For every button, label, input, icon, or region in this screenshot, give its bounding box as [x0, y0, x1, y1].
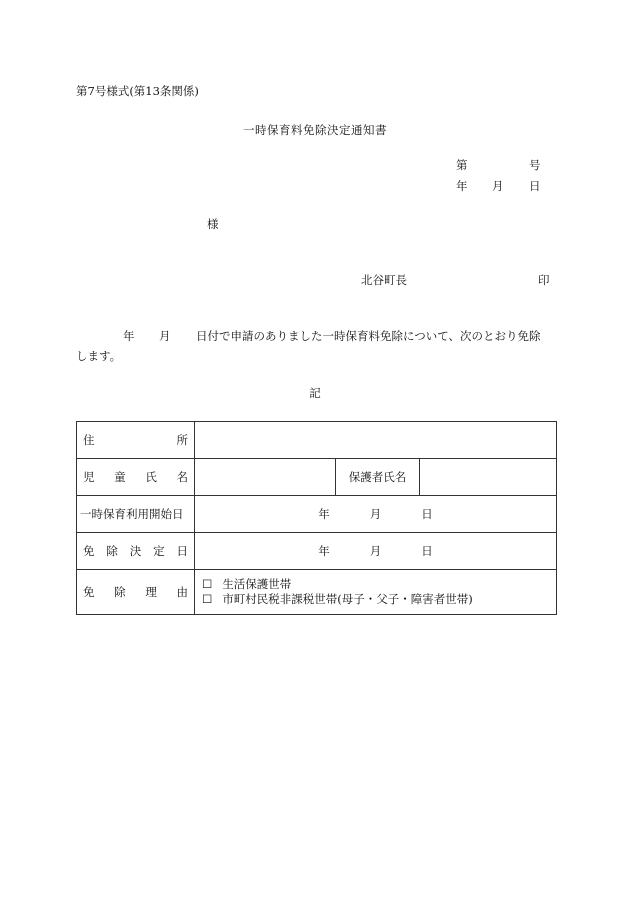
date-year: 年: [318, 507, 330, 521]
body-line-2: します。: [76, 349, 122, 363]
label-char: 除: [106, 544, 118, 558]
doc-number-prefix: 第: [456, 158, 468, 172]
label-reason: [77, 570, 195, 615]
label-guardian-name: 保護者氏名: [336, 459, 420, 496]
label-char: 理: [145, 585, 157, 599]
ki-heading: 記: [309, 386, 321, 400]
label-char: 由: [176, 585, 188, 599]
start-date-value[interactable]: [195, 496, 557, 533]
addressee-honorific: 様: [207, 217, 219, 231]
label-char: 決: [129, 544, 142, 558]
exemption-table: [76, 421, 557, 615]
body-year: 年: [123, 329, 135, 343]
child-name-value[interactable]: [195, 459, 336, 496]
date-month: 月: [369, 507, 382, 521]
row-address: [77, 422, 557, 459]
row-start-date: [77, 496, 557, 533]
label-char: 定: [153, 544, 165, 558]
label-char: 童: [114, 470, 126, 484]
label-char: 住: [83, 433, 95, 447]
label-address: [77, 422, 195, 459]
form-number: 第7号様式(第13条関係): [76, 84, 199, 98]
label-char: 除: [114, 585, 126, 599]
issuer-seal: 印: [538, 273, 550, 287]
date-day: 日: [421, 507, 433, 521]
label-char: 日: [176, 544, 188, 558]
document-title: 一時保育料免除決定通知書: [243, 123, 387, 137]
date-month: 月: [369, 544, 382, 558]
label-char: 所: [176, 433, 188, 447]
issue-date-year: 年: [456, 179, 468, 193]
checkbox-icon[interactable]: ☐: [202, 577, 213, 591]
reason-text: 市町村民税非課税世帯(母子・父子・障害者世帯): [222, 592, 473, 606]
date-day: 日: [421, 544, 433, 558]
guardian-name-value[interactable]: [420, 459, 557, 496]
label-char: 免: [83, 585, 95, 599]
address-value[interactable]: [195, 422, 557, 459]
body-month: 月: [159, 329, 171, 343]
issue-date-day: 日: [529, 179, 541, 193]
issue-date-month: 月: [492, 179, 504, 193]
issuer-title: 北谷町長: [361, 273, 407, 287]
label-start-date: 一時保育利用開始日: [77, 496, 195, 533]
reason-option-welfare[interactable]: [195, 577, 556, 592]
decision-date-value[interactable]: [195, 533, 557, 570]
label-decision-date: [77, 533, 195, 570]
date-year: 年: [318, 544, 330, 558]
checkbox-icon[interactable]: ☐: [202, 592, 213, 606]
label-char: 免: [83, 544, 95, 558]
doc-number-suffix: 号: [529, 158, 541, 172]
label-char: 氏: [145, 470, 157, 484]
label-char: 名: [176, 470, 188, 484]
label-child-name: [77, 459, 195, 496]
row-decision-date: [77, 533, 557, 570]
body-text-1: 日付で申請のありました一時保育料免除について、次のとおり免除: [196, 329, 541, 343]
label-char: 児: [83, 470, 95, 484]
row-child-name: [77, 459, 557, 496]
row-reason: [77, 570, 557, 615]
reason-text: 生活保護世帯: [222, 577, 292, 591]
reason-option-tax-exempt[interactable]: [195, 592, 556, 607]
reason-options: [195, 570, 557, 615]
